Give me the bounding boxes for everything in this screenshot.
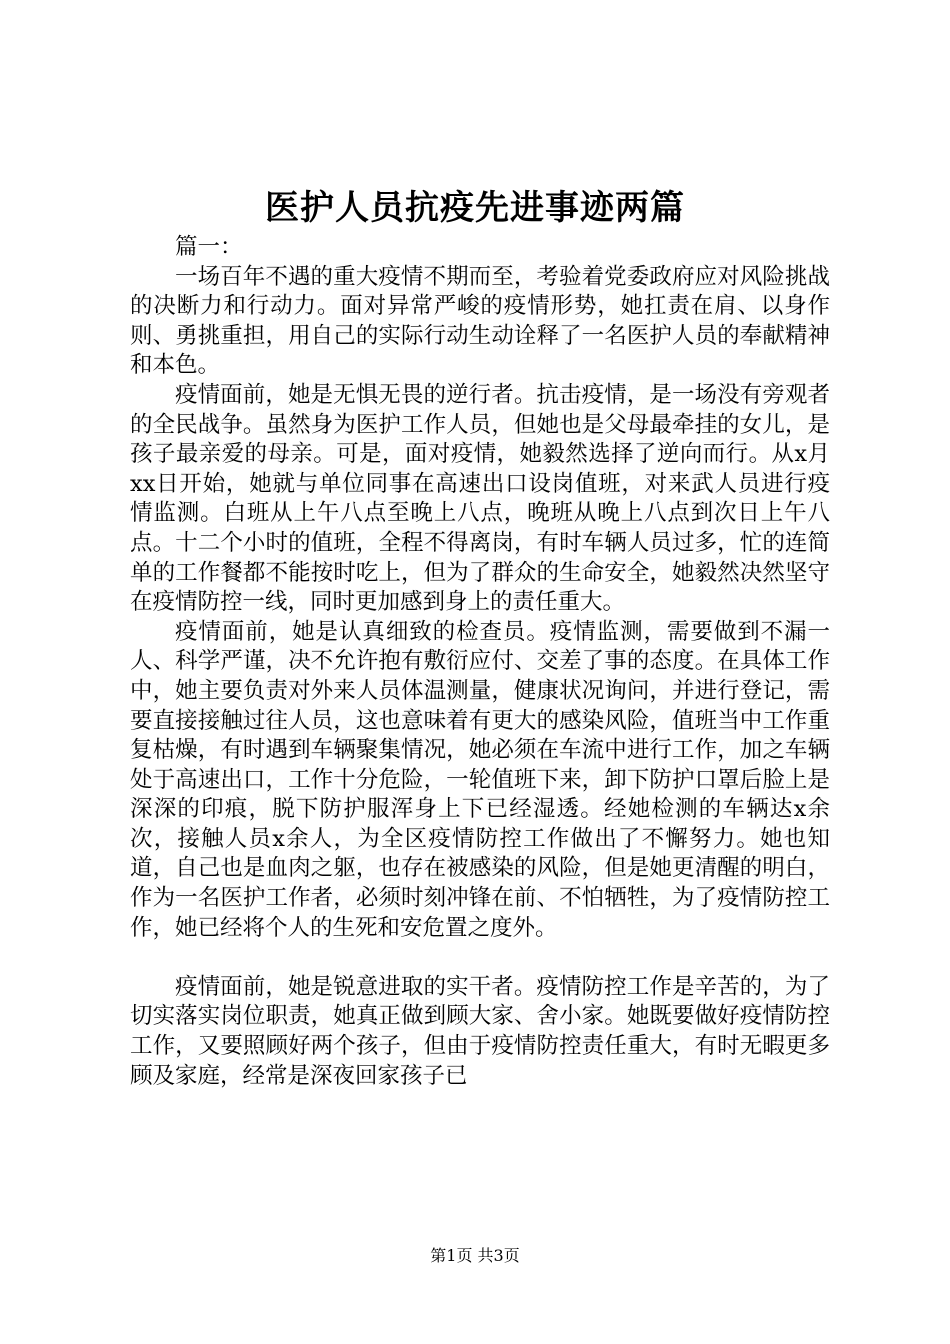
- section-heading: 篇一：: [175, 234, 243, 260]
- paragraph: 一场百年不遇的重大疫情不期而至，考验着党委政府应对风险挑战的决断力和行动力。面对异常严峻的疫情形势，她扛责在肩、以身作则、勇挑重担，用自己的实际行动生动诠释了一名医护人员的奉献精神和本色。: [130, 263, 830, 379]
- paragraph: 疫情面前，她是认真细致的检查员。疫情监测，需要做到不漏一人、科学严谨，决不允许抱有敷衍应付、交差了事的态度。在具体工作中，她主要负责对外来人员体温测量，健康状况询问，并进行登记，需要直接接触过往人员，这也意味着有更大的感染风险，值班当中工作重复枯燥，有时遇到车辆聚集情况，她必须在车流中进行工作，加之车辆处于高速出口，工作十分危险，一轮值班下来，卸下防护口罩后脸上是深深的印痕，脱下防护服浑身上下已经湿透。经她检测的车辆达x余次，接触人员x余人，为全区疫情防控工作做出了不懈努力。她也知道，自己也是血肉之躯，也存在被感染的风险，但是她更清醒的明白，作为一名医护工作者，必须时刻冲锋在前、不怕牺牲，为了疫情防控工作，她已经将个人的生死和安危置之度外。: [130, 618, 830, 941]
- paragraph: 疫情面前，她是无惧无畏的逆行者。抗击疫情，是一场没有旁观者的全民战争。虽然身为医护工作人员，但她也是父母最牵挂的女儿，是孩子最亲爱的母亲。可是，面对疫情，她毅然选择了逆向而行。从x月xx日开始，她就与单位同事在高速出口设岗值班，对来武人员进行疫情监测。白班从上午八点至晚上八点，晚班从晚上八点到次日上午八点。十二个小时的值班，全程不得离岗，有时车辆人员过多，忙的连简单的工作餐都不能按时吃上，但为了群众的生命安全，她毅然决然坚守在疫情防控一线，同时更加感到身上的责任重大。: [130, 381, 830, 616]
- document-body: [130, 233, 830, 1091]
- page-number-footer: 第1页 共3页: [430, 1246, 520, 1265]
- paragraph: 疫情面前，她是锐意进取的实干者。疫情防控工作是辛苦的，为了切实落实岗位职责，她真正做到顾大家、舍小家。她既要做好疫情防控工作，又要照顾好两个孩子，但由于疫情防控责任重大，有时无暇更多顾及家庭，经常是深夜回家孩子已: [130, 973, 830, 1089]
- document-title: 医护人员抗疫先进事迹两篇: [265, 188, 685, 228]
